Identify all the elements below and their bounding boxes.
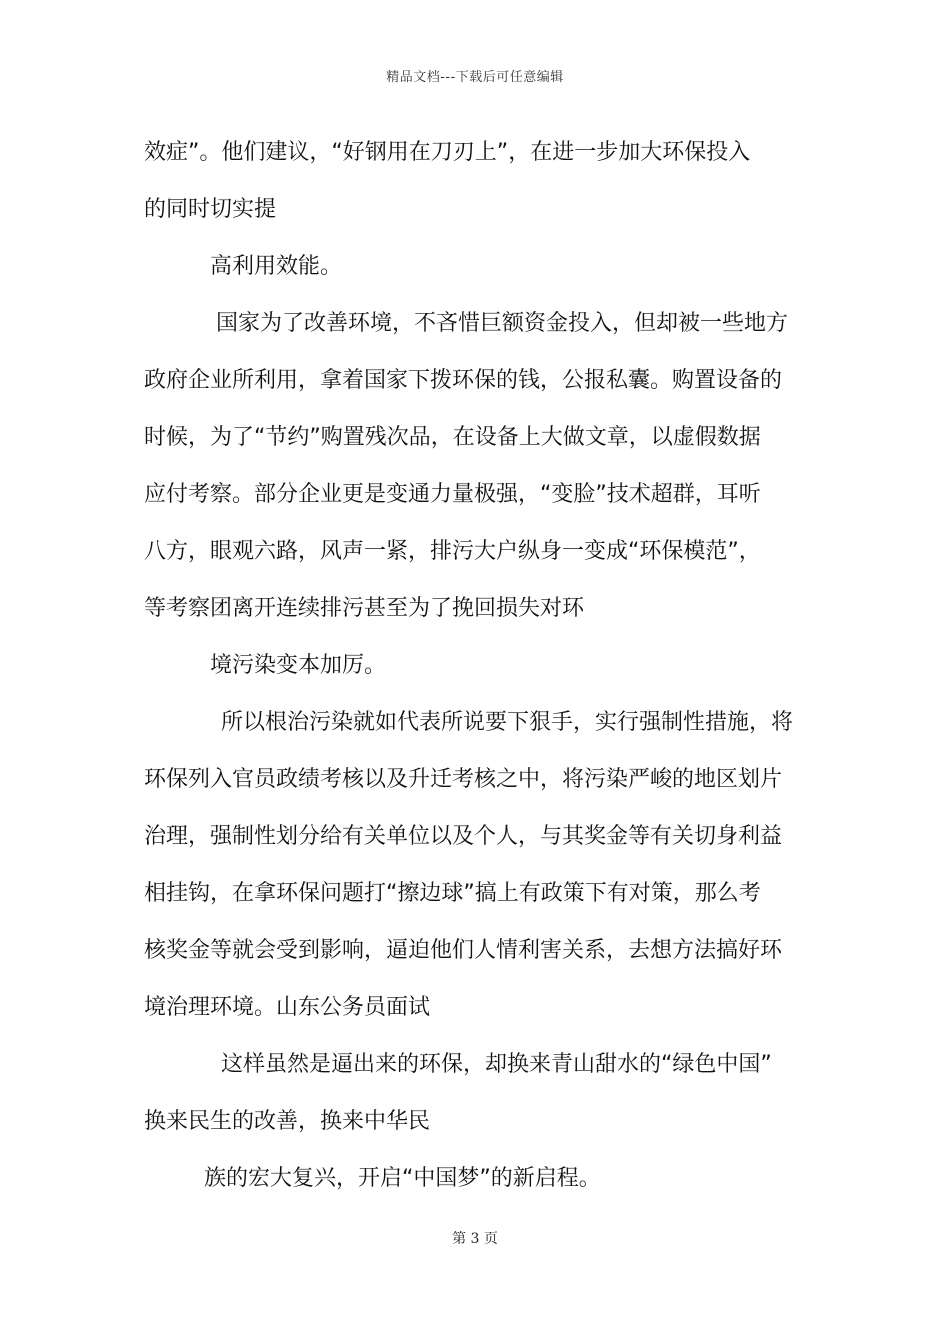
text-line: 国家为了改善环境，不吝惜巨额资金投入，但却被一些地方 bbox=[216, 311, 789, 336]
text-line: 政府企业所利用，拿着国家下拨环保的钱，公报私囊。购置设备的 bbox=[144, 368, 783, 393]
text-line: 境污染变本加厉。 bbox=[210, 653, 387, 678]
text-line: 这样虽然是逼出来的环保，却换来青山甜水的“绿色中国” bbox=[221, 1052, 772, 1077]
page-header: 精品文档---下载后可任意编辑 bbox=[386, 70, 564, 85]
text-line: 族的宏大复兴，开启“中国梦”的新启程。 bbox=[204, 1166, 601, 1191]
text-line: 高利用效能。 bbox=[210, 254, 343, 279]
page-number: 第 3 页 bbox=[452, 1231, 498, 1247]
document-body bbox=[144, 124, 810, 1207]
text-line: 时候，为了“节约”购置残次品，在设备上大做文章，以虚假数据 bbox=[144, 425, 761, 450]
text-line: 效症”。他们建议，“好钢用在刀刃上”，在进一步加大环保投入 bbox=[144, 140, 751, 165]
text-line: 所以根治污染就如代表所说要下狠手，实行强制性措施，将 bbox=[221, 710, 794, 735]
text-line: 的同时切实提 bbox=[144, 197, 277, 222]
text-line: 环保列入官员政绩考核以及升迁考核之中，将污染严峻的地区划片 bbox=[144, 767, 783, 792]
text-line: 核奖金等就会受到影响，逼迫他们人情利害关系，去想方法搞好环 bbox=[144, 938, 783, 963]
text-line: 应付考察。部分企业更是变通力量极强，“变脸”技术超群，耳听 bbox=[144, 482, 761, 507]
text-line: 八方，眼观六路，风声一紧，排污大户纵身一变成“环保模范”， bbox=[144, 539, 761, 564]
text-line: 等考察团离开连续排污甚至为了挽回损失对环 bbox=[144, 596, 585, 621]
text-line: 换来民生的改善，换来中华民 bbox=[144, 1109, 431, 1134]
text-line: 治理，强制性划分给有关单位以及个人，与其奖金等有关切身利益 bbox=[144, 824, 783, 849]
text-line: 境治理环境。山东公务员面试 bbox=[144, 995, 431, 1020]
text-line: 相挂钩，在拿环保问题打“擦边球”搞上有政策下有对策，那么考 bbox=[144, 881, 761, 906]
